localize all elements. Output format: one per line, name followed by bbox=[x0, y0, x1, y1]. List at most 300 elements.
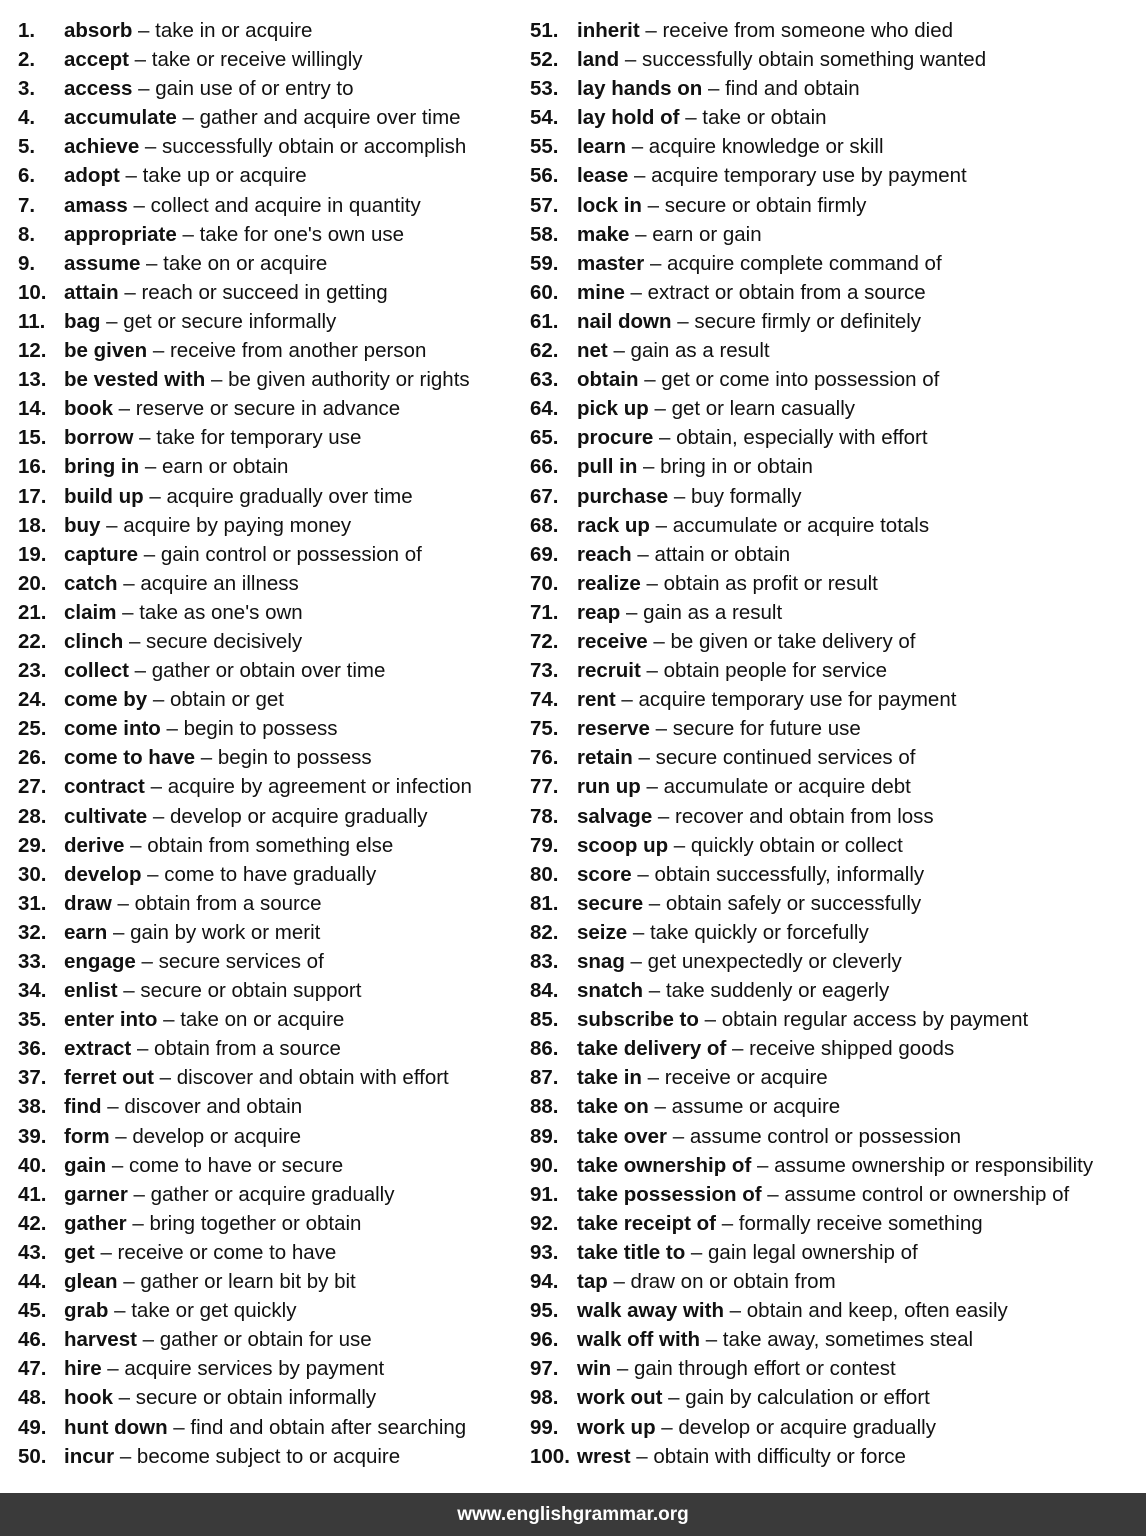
list-item bbox=[530, 1180, 1142, 1209]
item-definition: obtain and keep, often easily bbox=[746, 1299, 1008, 1323]
item-separator: – bbox=[123, 629, 147, 653]
item-definition: obtain or get bbox=[169, 688, 284, 712]
item-definition: take for temporary use bbox=[156, 426, 362, 450]
item-definition: buy formally bbox=[690, 484, 802, 508]
list-item bbox=[18, 423, 518, 452]
list-item bbox=[530, 1092, 1142, 1121]
item-term: wrest bbox=[577, 1444, 631, 1468]
item-separator: – bbox=[117, 979, 141, 1003]
item-number: 69. bbox=[530, 542, 559, 566]
list-item bbox=[530, 1238, 1142, 1267]
item-definition: get unexpectedly or cleverly bbox=[647, 950, 902, 973]
list-item bbox=[530, 1413, 1142, 1442]
item-definition: be given or take delivery of bbox=[670, 629, 916, 653]
item-term: book bbox=[64, 397, 113, 421]
item-separator: – bbox=[108, 1299, 132, 1323]
item-number: 97. bbox=[530, 1357, 559, 1381]
list-item bbox=[530, 1005, 1142, 1034]
item-separator: – bbox=[157, 1008, 181, 1032]
item-definition: gain as a result bbox=[643, 600, 783, 624]
item-number: 26. bbox=[18, 746, 47, 770]
item-term: come to have bbox=[64, 746, 196, 770]
item-definition: earn or obtain bbox=[161, 455, 289, 479]
item-definition: gather or obtain over time bbox=[151, 659, 386, 683]
item-number: 41. bbox=[18, 1182, 47, 1206]
item-definition: gain as a result bbox=[630, 339, 770, 363]
item-number: 61. bbox=[530, 309, 559, 333]
list-item bbox=[530, 16, 1142, 45]
item-term: hook bbox=[64, 1386, 113, 1410]
list-item bbox=[18, 1383, 518, 1412]
item-definition: extract or obtain from a source bbox=[647, 280, 926, 304]
item-number: 91. bbox=[530, 1182, 559, 1206]
item-term: master bbox=[577, 251, 645, 275]
item-separator: – bbox=[619, 48, 642, 72]
item-separator: – bbox=[144, 775, 168, 799]
item-number: 29. bbox=[18, 833, 47, 857]
item-number: 37. bbox=[18, 1066, 47, 1090]
item-term: take over bbox=[577, 1124, 668, 1148]
item-term: clinch bbox=[64, 629, 124, 653]
list-item bbox=[530, 1034, 1142, 1063]
item-term: incur bbox=[64, 1444, 115, 1468]
item-definition: obtain, especially with effort bbox=[676, 426, 928, 450]
item-definition: take away, sometimes steal bbox=[722, 1328, 974, 1352]
item-definition: receive or acquire bbox=[664, 1066, 828, 1090]
list-item bbox=[18, 743, 518, 772]
item-number: 54. bbox=[530, 106, 559, 130]
item-definition: develop or acquire gradually bbox=[678, 1415, 936, 1439]
item-definition: attain or obtain bbox=[654, 542, 791, 566]
item-number: 72. bbox=[530, 629, 559, 653]
item-number: 71. bbox=[530, 600, 559, 624]
item-number: 28. bbox=[18, 804, 47, 828]
item-term: extract bbox=[64, 1037, 132, 1061]
item-number: 18. bbox=[18, 513, 47, 537]
item-number: 17. bbox=[18, 484, 47, 508]
item-term: mine bbox=[577, 280, 625, 304]
item-term: net bbox=[577, 339, 608, 363]
list-item bbox=[18, 540, 518, 569]
item-definition: come to have gradually bbox=[164, 862, 377, 886]
item-number: 19. bbox=[18, 542, 47, 566]
item-number: 30. bbox=[18, 862, 47, 886]
list-item bbox=[18, 336, 518, 365]
item-separator: – bbox=[726, 1037, 750, 1061]
item-term: grab bbox=[64, 1299, 109, 1323]
item-separator: – bbox=[112, 1386, 136, 1410]
item-term: lay hands on bbox=[577, 77, 703, 101]
item-separator: – bbox=[716, 1211, 739, 1235]
item-term: run up bbox=[577, 775, 641, 799]
item-definition: acquire complete command of bbox=[667, 251, 942, 275]
item-number: 64. bbox=[530, 397, 559, 421]
item-number: 7. bbox=[18, 193, 36, 217]
item-separator: – bbox=[131, 1037, 155, 1061]
item-definition: receive from someone who died bbox=[662, 19, 954, 42]
item-term: purchase bbox=[577, 484, 669, 508]
item-separator: – bbox=[127, 193, 151, 217]
list-item bbox=[18, 191, 518, 220]
item-definition: find and obtain bbox=[725, 77, 860, 101]
list-item bbox=[18, 918, 518, 947]
item-number: 36. bbox=[18, 1037, 47, 1061]
list-item bbox=[530, 365, 1142, 394]
item-term: nail down bbox=[577, 309, 672, 333]
item-definition: accumulate or acquire debt bbox=[663, 775, 911, 799]
item-number: 73. bbox=[530, 659, 559, 683]
list-item bbox=[18, 1296, 518, 1325]
item-definition: acquire by agreement or infection bbox=[167, 775, 472, 799]
list-item bbox=[530, 220, 1142, 249]
item-term: lease bbox=[577, 164, 629, 188]
item-term: appropriate bbox=[64, 222, 177, 246]
item-term: subscribe to bbox=[577, 1008, 699, 1032]
item-term: reap bbox=[577, 600, 621, 624]
list-item bbox=[18, 1354, 518, 1383]
item-term: snatch bbox=[577, 979, 644, 1003]
item-number: 33. bbox=[18, 950, 47, 973]
item-number: 88. bbox=[530, 1095, 559, 1119]
item-separator: – bbox=[655, 1415, 679, 1439]
item-term: take in bbox=[577, 1066, 642, 1090]
item-term: secure bbox=[577, 891, 644, 915]
item-number: 81. bbox=[530, 891, 559, 915]
item-definition: become subject to or acquire bbox=[136, 1444, 401, 1468]
item-term: accept bbox=[64, 48, 129, 72]
item-term: harvest bbox=[64, 1328, 137, 1352]
item-definition: assume control or possession bbox=[689, 1124, 962, 1148]
list-item bbox=[18, 394, 518, 423]
item-separator: – bbox=[624, 280, 648, 304]
item-number: 94. bbox=[530, 1270, 559, 1294]
list-item bbox=[18, 45, 518, 74]
item-separator: – bbox=[117, 1270, 141, 1294]
item-term: win bbox=[577, 1357, 612, 1381]
item-number: 12. bbox=[18, 339, 47, 363]
item-term: take on bbox=[577, 1095, 649, 1119]
item-number: 95. bbox=[530, 1299, 559, 1323]
item-separator: – bbox=[128, 659, 152, 683]
item-definition: draw on or obtain from bbox=[630, 1270, 836, 1294]
item-term: walk off with bbox=[577, 1328, 700, 1352]
item-number: 52. bbox=[530, 48, 559, 72]
list-item bbox=[18, 772, 518, 801]
item-number: 59. bbox=[530, 251, 559, 275]
item-separator: – bbox=[685, 1240, 709, 1264]
item-definition: reach or succeed in getting bbox=[141, 280, 388, 304]
item-number: 89. bbox=[530, 1124, 559, 1148]
list-item bbox=[530, 336, 1142, 365]
item-separator: – bbox=[761, 1182, 785, 1206]
list-item bbox=[530, 1296, 1142, 1325]
item-definition: discover and obtain with effort bbox=[176, 1066, 449, 1090]
item-term: score bbox=[577, 862, 632, 886]
item-term: realize bbox=[577, 571, 641, 595]
item-term: build up bbox=[64, 484, 144, 508]
item-separator: – bbox=[136, 1328, 160, 1352]
item-number: 66. bbox=[530, 455, 559, 479]
item-definition: assume ownership or responsibility bbox=[774, 1153, 1094, 1177]
list-item bbox=[530, 452, 1142, 481]
item-separator: – bbox=[624, 950, 648, 973]
item-number: 1. bbox=[18, 19, 36, 42]
item-definition: discover and obtain bbox=[124, 1095, 303, 1119]
item-definition: get or learn casually bbox=[671, 397, 856, 421]
item-number: 14. bbox=[18, 397, 47, 421]
item-number: 40. bbox=[18, 1153, 47, 1177]
item-separator: – bbox=[751, 1153, 775, 1177]
item-number: 25. bbox=[18, 717, 47, 741]
item-term: attain bbox=[64, 280, 119, 304]
item-number: 58. bbox=[530, 222, 559, 246]
item-separator: – bbox=[652, 804, 676, 828]
item-definition: successfully obtain something wanted bbox=[641, 48, 987, 72]
list-item bbox=[530, 627, 1142, 656]
list-item bbox=[18, 511, 518, 540]
item-number: 10. bbox=[18, 280, 47, 304]
item-number: 55. bbox=[530, 135, 559, 159]
item-separator: – bbox=[126, 1211, 150, 1235]
item-number: 57. bbox=[530, 193, 559, 217]
list-item bbox=[530, 685, 1142, 714]
item-number: 16. bbox=[18, 455, 47, 479]
item-number: 63. bbox=[530, 368, 559, 392]
list-item bbox=[18, 452, 518, 481]
item-term: form bbox=[64, 1124, 110, 1148]
item-definition: earn or gain bbox=[652, 222, 762, 246]
item-term: scoop up bbox=[577, 833, 669, 857]
item-term: take possession of bbox=[577, 1182, 762, 1206]
item-term: reach bbox=[577, 542, 632, 566]
item-number: 92. bbox=[530, 1211, 559, 1235]
item-definition: gain through effort or contest bbox=[633, 1357, 896, 1381]
item-definition: get or come into possession of bbox=[661, 368, 940, 392]
item-separator: – bbox=[627, 920, 650, 944]
list-item bbox=[530, 249, 1142, 278]
list-item bbox=[18, 656, 518, 685]
item-definition: assume control or ownership of bbox=[784, 1182, 1070, 1206]
item-definition: take quickly or forcefully bbox=[649, 920, 869, 944]
item-number: 75. bbox=[530, 717, 559, 741]
list-item bbox=[18, 1180, 518, 1209]
item-term: catch bbox=[64, 571, 118, 595]
item-term: come by bbox=[64, 688, 148, 712]
item-separator: – bbox=[135, 950, 159, 973]
list-item bbox=[530, 278, 1142, 307]
item-separator: – bbox=[147, 688, 170, 712]
item-term: make bbox=[577, 222, 630, 246]
item-definition: acquire gradually over time bbox=[166, 484, 413, 508]
item-definition: gather and acquire over time bbox=[199, 106, 461, 130]
item-separator: – bbox=[147, 339, 170, 363]
item-separator: – bbox=[668, 484, 691, 508]
left-column bbox=[18, 16, 518, 1471]
item-separator: – bbox=[106, 1153, 129, 1177]
item-definition: acquire an illness bbox=[140, 571, 299, 595]
item-separator: – bbox=[139, 135, 163, 159]
list-item bbox=[18, 1209, 518, 1238]
list-item bbox=[530, 540, 1142, 569]
item-separator: – bbox=[147, 804, 170, 828]
item-number: 60. bbox=[530, 280, 559, 304]
item-number: 3. bbox=[18, 77, 36, 101]
list-item bbox=[18, 627, 518, 656]
item-term: engage bbox=[64, 950, 136, 973]
list-item bbox=[530, 860, 1142, 889]
item-definition: receive from another person bbox=[169, 339, 427, 363]
item-separator: – bbox=[643, 891, 666, 915]
item-definition: secure firmly or definitely bbox=[694, 309, 922, 333]
item-number: 27. bbox=[18, 775, 47, 799]
item-term: absorb bbox=[64, 19, 133, 42]
item-definition: take or get quickly bbox=[131, 1299, 297, 1323]
list-item bbox=[530, 976, 1142, 1005]
item-definition: obtain from something else bbox=[147, 833, 394, 857]
list-item bbox=[530, 1383, 1142, 1412]
list-item bbox=[18, 365, 518, 394]
item-term: derive bbox=[64, 833, 125, 857]
item-term: garner bbox=[64, 1182, 128, 1206]
item-number: 22. bbox=[18, 629, 47, 653]
item-term: learn bbox=[577, 135, 626, 159]
item-term: borrow bbox=[64, 426, 134, 450]
item-term: retain bbox=[577, 746, 633, 770]
item-separator: – bbox=[101, 1357, 125, 1381]
item-number: 98. bbox=[530, 1386, 559, 1410]
item-number: 21. bbox=[18, 600, 47, 624]
list-item bbox=[18, 976, 518, 1005]
item-definition: formally receive something bbox=[738, 1211, 983, 1235]
item-term: accumulate bbox=[64, 106, 177, 130]
item-separator: – bbox=[631, 542, 655, 566]
item-number: 80. bbox=[530, 862, 559, 886]
item-number: 35. bbox=[18, 1008, 47, 1032]
list-item bbox=[18, 889, 518, 918]
item-term: enlist bbox=[64, 979, 118, 1003]
item-term: inherit bbox=[577, 19, 640, 42]
item-separator: – bbox=[153, 1066, 177, 1090]
item-separator: – bbox=[641, 1066, 665, 1090]
item-definition: gain control or possession of bbox=[160, 542, 422, 566]
list-item bbox=[530, 1063, 1142, 1092]
item-separator: – bbox=[700, 1328, 723, 1352]
item-definition: begin to possess bbox=[217, 746, 372, 770]
list-item bbox=[18, 249, 518, 278]
item-number: 31. bbox=[18, 891, 47, 915]
item-number: 20. bbox=[18, 571, 47, 595]
item-definition: take or obtain bbox=[702, 106, 827, 130]
item-separator: – bbox=[176, 106, 200, 130]
item-term: tap bbox=[577, 1270, 608, 1294]
item-separator: – bbox=[611, 1357, 634, 1381]
item-term: work out bbox=[577, 1386, 663, 1410]
item-definition: secure or obtain informally bbox=[135, 1386, 377, 1410]
item-definition: secure continued services of bbox=[655, 746, 916, 770]
item-definition: gain legal ownership of bbox=[708, 1240, 918, 1264]
item-separator: – bbox=[640, 571, 664, 595]
item-definition: acquire by paying money bbox=[123, 513, 352, 537]
item-definition: gather or obtain for use bbox=[159, 1328, 372, 1352]
list-item bbox=[530, 161, 1142, 190]
item-term: snag bbox=[577, 950, 625, 973]
item-definition: take suddenly or eagerly bbox=[665, 979, 890, 1003]
item-term: recruit bbox=[577, 659, 641, 683]
list-item bbox=[18, 161, 518, 190]
item-number: 87. bbox=[530, 1066, 559, 1090]
item-number: 65. bbox=[530, 426, 559, 450]
list-item bbox=[530, 598, 1142, 627]
list-item bbox=[18, 1238, 518, 1267]
item-definition: take for one's own use bbox=[199, 222, 405, 246]
item-separator: – bbox=[723, 1299, 747, 1323]
item-term: glean bbox=[64, 1270, 118, 1294]
item-separator: – bbox=[649, 717, 673, 741]
item-number: 68. bbox=[530, 513, 559, 537]
item-definition: recover and obtain from loss bbox=[675, 804, 934, 828]
list-item bbox=[530, 947, 1142, 976]
item-separator: – bbox=[117, 571, 141, 595]
list-item bbox=[530, 482, 1142, 511]
item-term: reserve bbox=[577, 717, 650, 741]
item-number: 53. bbox=[530, 77, 559, 101]
item-number: 96. bbox=[530, 1328, 559, 1352]
list-item bbox=[18, 74, 518, 103]
item-separator: – bbox=[205, 368, 229, 392]
list-item bbox=[18, 220, 518, 249]
item-separator: – bbox=[100, 513, 124, 537]
item-number: 44. bbox=[18, 1270, 47, 1294]
item-number: 9. bbox=[18, 251, 36, 275]
item-term: capture bbox=[64, 542, 139, 566]
item-definition: quickly obtain or collect bbox=[690, 833, 903, 857]
item-separator: – bbox=[632, 746, 656, 770]
item-separator: – bbox=[648, 1095, 672, 1119]
list-item bbox=[18, 831, 518, 860]
item-term: receive bbox=[577, 629, 648, 653]
item-number: 15. bbox=[18, 426, 47, 450]
item-number: 86. bbox=[530, 1037, 559, 1061]
item-definition: gain use of or entry to bbox=[155, 77, 354, 101]
item-term: adopt bbox=[64, 164, 120, 188]
item-number: 90. bbox=[530, 1153, 559, 1177]
item-separator: – bbox=[111, 891, 135, 915]
item-separator: – bbox=[132, 77, 156, 101]
item-term: cultivate bbox=[64, 804, 148, 828]
item-definition: successfully obtain or accomplish bbox=[162, 135, 467, 159]
item-term: lay hold of bbox=[577, 106, 680, 130]
list-item bbox=[530, 656, 1142, 685]
item-definition: obtain as profit or result bbox=[663, 571, 878, 595]
list-item bbox=[18, 1151, 518, 1180]
item-term: take delivery of bbox=[577, 1037, 727, 1061]
item-definition: obtain with difficulty or force bbox=[653, 1444, 906, 1468]
list-item bbox=[530, 1151, 1142, 1180]
item-term: obtain bbox=[577, 368, 639, 392]
item-number: 79. bbox=[530, 833, 559, 857]
list-item bbox=[18, 482, 518, 511]
item-definition: obtain successfully, informally bbox=[654, 862, 925, 886]
item-term: procure bbox=[577, 426, 654, 450]
list-item bbox=[18, 1063, 518, 1092]
item-definition: acquire temporary use by payment bbox=[651, 164, 967, 188]
item-separator: – bbox=[109, 1124, 133, 1148]
item-term: gain bbox=[64, 1153, 107, 1177]
item-separator: – bbox=[702, 77, 726, 101]
item-number: 11. bbox=[18, 309, 46, 333]
list-item bbox=[18, 1122, 518, 1151]
item-separator: – bbox=[143, 484, 167, 508]
